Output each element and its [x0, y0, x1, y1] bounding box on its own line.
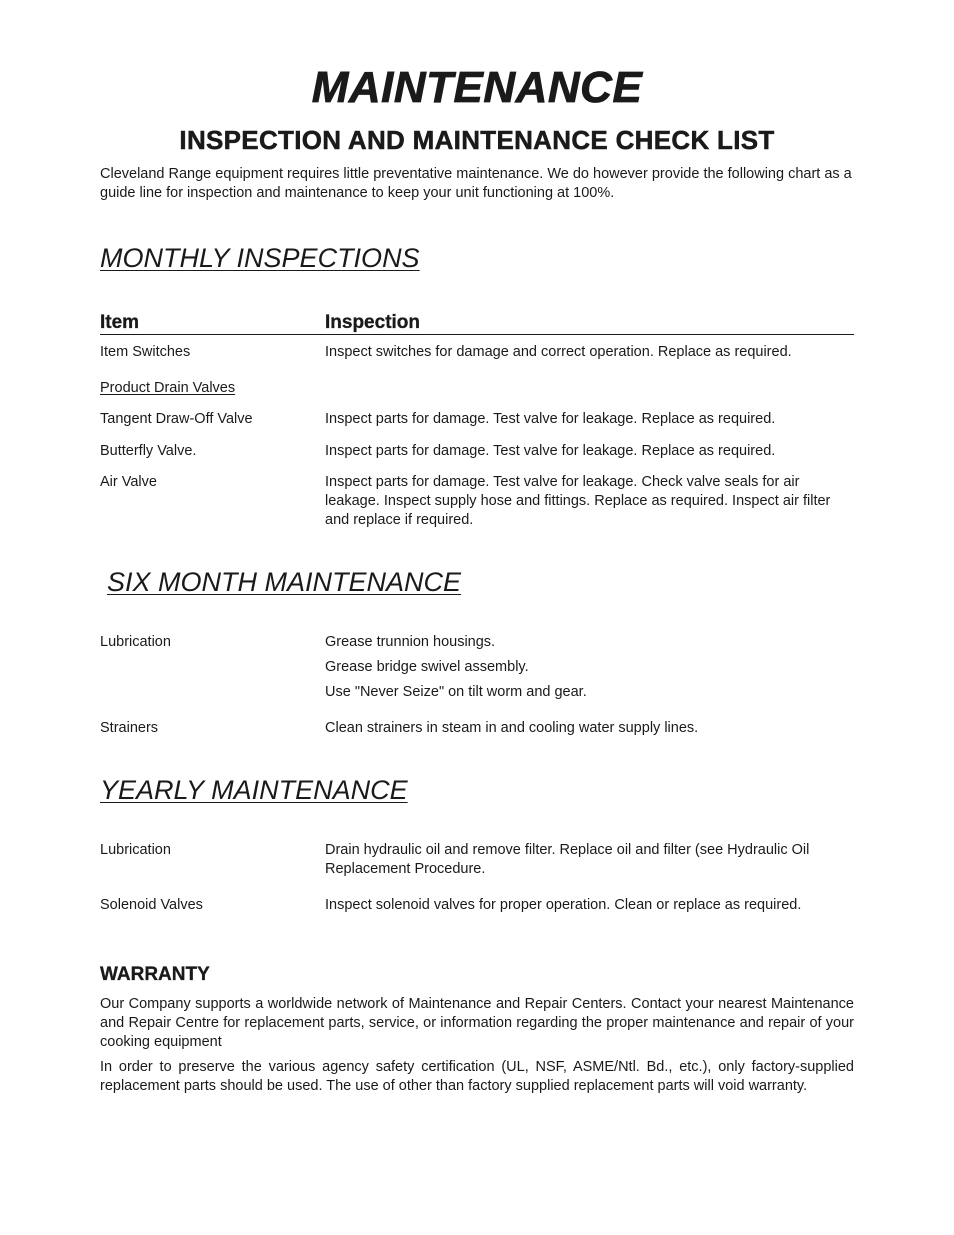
- six-month-item-lubrication: Lubrication: [100, 634, 171, 650]
- six-month-desc-lubrication-2: Grease bridge swivel assembly.: [325, 659, 529, 675]
- page-subtitle: INSPECTION AND MAINTENANCE CHECK LIST: [179, 125, 775, 155]
- monthly-desc-butterfly-valve: Inspect parts for damage. Test valve for leakage. Replace as required.: [325, 443, 776, 459]
- intro-paragraph: Cleveland Range equipment requires little preventative maintenance. We do however provide the following chart as a guide line for inspection and maintenance to keep your unit functioning at 100%.: [100, 166, 852, 201]
- col-header-inspection: Inspection: [325, 312, 421, 333]
- monthly-desc-tangent-valve: Inspect parts for damage. Test valve for leakage. Replace as required.: [325, 411, 776, 427]
- yearly-item-solenoid-valves: Solenoid Valves: [100, 897, 203, 913]
- yearly-desc-lubrication: Drain hydraulic oil and remove filter. Replace oil and filter (see Hydraulic Oil Replacement Procedure.: [325, 842, 810, 877]
- monthly-desc-air-valve: Inspect parts for damage. Test valve for leakage. Check valve seals for air leakage. Inspect supply hose and fittings. Replace as required. Inspect air filter and replace if required.: [325, 474, 831, 528]
- monthly-item-switches: Item Switches: [100, 344, 191, 360]
- monthly-item-air-valve: Air Valve: [100, 474, 157, 490]
- warranty-paragraph-2: In order to preserve the various agency safety certification (UL, NSF, ASME/Ntl. Bd., etc.), only factory-supplied replacement parts should be used. The use of other than factory supplied replacement parts will void warranty.: [100, 1059, 854, 1094]
- warranty-paragraph-1: Our Company supports a worldwide network of Maintenance and Repair Centers. Contact your nearest Maintenance and Repair Centre for replacement parts, service, or information regarding the proper maintenance and repair of your cooking equipment: [100, 996, 854, 1050]
- warranty-heading: WARRANTY: [100, 964, 210, 985]
- monthly-item-butterfly-valve: Butterfly Valve.: [100, 443, 197, 459]
- monthly-heading: MONTHLY INSPECTIONS: [100, 243, 420, 273]
- yearly-desc-solenoid-valves: Inspect solenoid valves for proper operation. Clean or replace as required.: [325, 897, 802, 913]
- six-month-heading: SIX MONTH MAINTENANCE: [107, 567, 462, 597]
- yearly-item-lubrication: Lubrication: [100, 842, 171, 858]
- monthly-desc-switches: Inspect switches for damage and correct operation. Replace as required.: [325, 344, 792, 360]
- col-header-item: Item: [100, 312, 140, 333]
- monthly-item-tangent-valve: Tangent Draw-Off Valve: [100, 411, 253, 427]
- six-month-desc-lubrication-3: Use "Never Seize" on tilt worm and gear.: [325, 684, 587, 700]
- six-month-desc-lubrication-1: Grease trunnion housings.: [325, 634, 496, 650]
- six-month-item-strainers: Strainers: [100, 720, 159, 736]
- monthly-group-drain-valves: Product Drain Valves: [100, 380, 236, 396]
- six-month-desc-strainers: Clean strainers in steam in and cooling water supply lines.: [325, 720, 699, 736]
- yearly-heading: YEARLY MAINTENANCE: [100, 775, 408, 805]
- header-divider: [100, 334, 854, 335]
- page-title: MAINTENANCE: [311, 63, 643, 112]
